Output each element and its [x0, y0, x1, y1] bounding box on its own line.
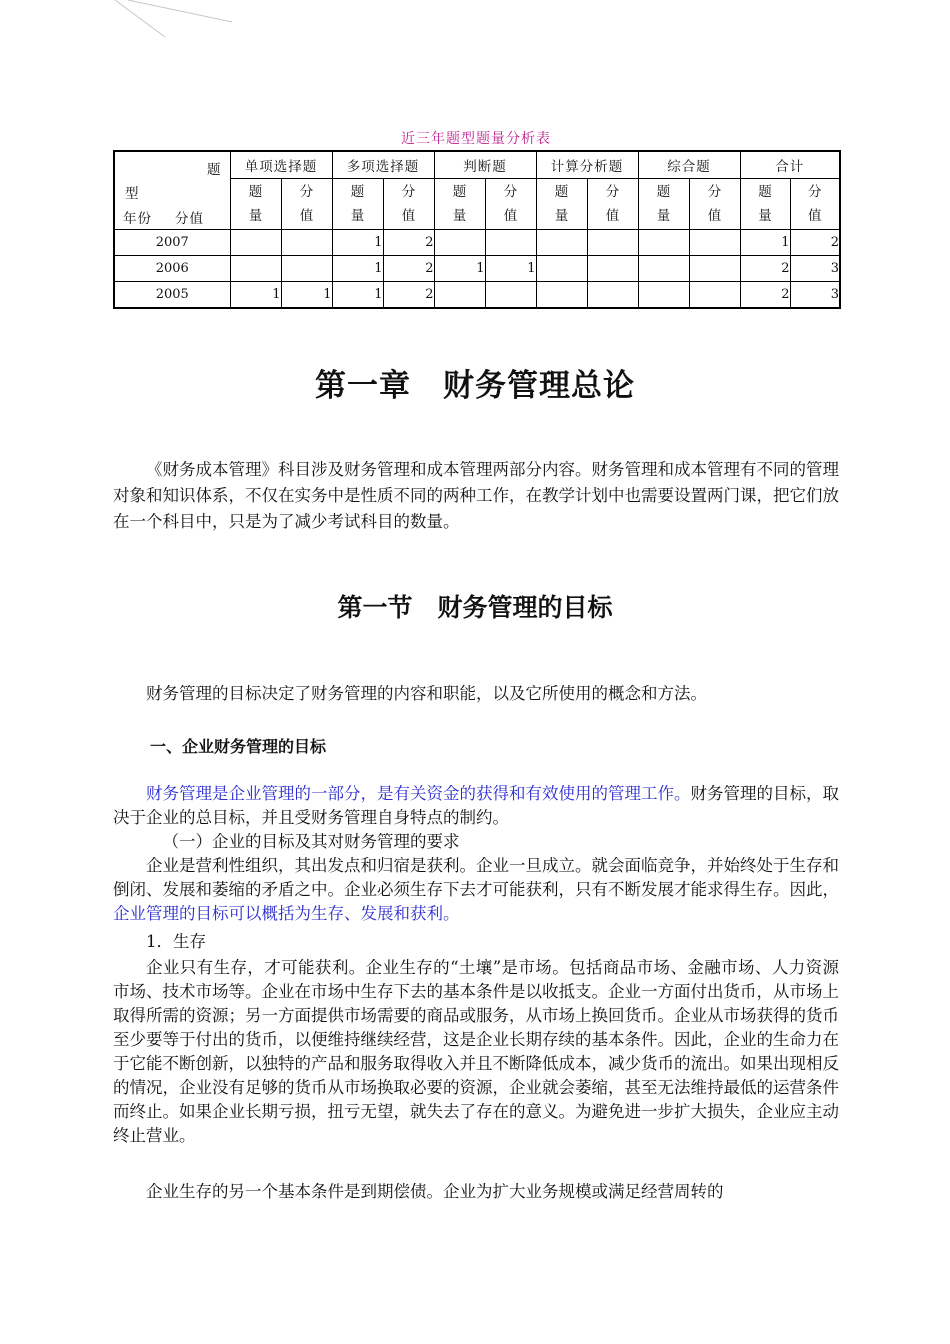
cell: 1 — [332, 256, 383, 282]
highlight-text: 企业管理的目标可以概括为生存、发展和获利。 — [113, 904, 460, 923]
page-corner-fold — [0, 0, 240, 45]
cell — [485, 230, 536, 256]
sub-header-count: 题 量 — [536, 179, 587, 230]
col-header: 多项选择题 — [332, 151, 434, 179]
sub-heading-enterprise-objectives: （一）企业的目标及其对财务管理的要求 — [162, 832, 460, 851]
cell: 2 — [383, 230, 434, 256]
cell: 1 — [230, 282, 281, 309]
cell — [230, 256, 281, 282]
cell — [689, 282, 740, 309]
question-type-table — [113, 150, 841, 309]
cell: 1 — [281, 282, 332, 309]
paragraph-debt-repayment: 企业生存的另一个基本条件是到期偿债。企业为扩大业务规模或满足经营周转的 — [146, 1182, 724, 1201]
col-header: 综合题 — [638, 151, 740, 179]
highlight-text: 财务管理是企业管理的一部分，是有关资金的获得和有效使用的管理工作。 — [146, 784, 691, 803]
cell: 1 — [332, 230, 383, 256]
sub-header-score: 分 值 — [485, 179, 536, 230]
paragraph-survival: 企业只有生存，才可能获利。企业生存的“土壤”是市场。包括商品市场、金融市场、人力资源市场、技术市场等。企业在市场中生存下去的基本条件是以收抵支。企业一方面付出货币，从市场上取得所需的资源；另一方面提供市场需要的商品或服务，从市场上换回货币。企业从市场获得的货币至少要等于付出的货币，以便维持继续经营，这是企业长期存续的基本条件。因此，企业的生命力在于它能不断创新，以独特的产品和服务取得收入并且不断降低成本，减少货币的流出。如果出现相反的情况，企业没有足够的货币从市场换取必要的资源，企业就会萎缩，甚至无法维持最低的运营条件而终止。如果企业长期亏损，扭亏无望，就失去了存在的意义。为避免进一步扩大损失，企业应主动终止营业。 — [113, 958, 839, 1145]
item-survival: 1．生存 — [146, 932, 206, 951]
cell: 2 — [383, 282, 434, 309]
sub-header-count: 题 量 — [332, 179, 383, 230]
table-row — [114, 230, 840, 256]
cell — [281, 256, 332, 282]
paragraph-enterprise-goal — [113, 854, 839, 926]
cell — [638, 256, 689, 282]
paragraph-text: 财务管理的目标，取决于企业的总目标，并且受财务管理自身特点的制约。 — [113, 784, 839, 827]
row-year: 2005 — [114, 282, 230, 309]
col-header: 计算分析题 — [536, 151, 638, 179]
cell: 2 — [383, 256, 434, 282]
cell: 1 — [434, 256, 485, 282]
cell — [281, 230, 332, 256]
table-row — [114, 256, 840, 282]
cell — [638, 230, 689, 256]
cell — [536, 282, 587, 309]
cell: 1 — [740, 230, 790, 256]
chapter-title: 第一章 财务管理总论 — [315, 368, 635, 404]
col-header: 判断题 — [434, 151, 536, 179]
cell: 2 — [790, 230, 840, 256]
sub-header-count: 题 量 — [230, 179, 281, 230]
sub-header-score: 分 值 — [281, 179, 332, 230]
sub-header-score: 分 值 — [790, 179, 840, 230]
cell — [638, 282, 689, 309]
table-corner-cell: 题 型 年份 分值 — [114, 151, 230, 230]
section-title: 第一节 财务管理的目标 — [337, 593, 613, 622]
cell: 1 — [332, 282, 383, 309]
sub-header-score: 分 值 — [689, 179, 740, 230]
cell — [587, 282, 638, 309]
cell — [434, 230, 485, 256]
section-intro-paragraph: 财务管理的目标决定了财务管理的内容和职能，以及它所使用的概念和方法。 — [146, 684, 707, 703]
cell — [434, 282, 485, 309]
col-header: 单项选择题 — [230, 151, 332, 179]
paragraph-text: 企业是营利性组织，其出发点和归宿是获利。企业一旦成立。就会面临竞争，并始终处于生存和倒闭、发展和萎缩的矛盾之中。企业必须生存下去才可能获利，只有不断发展才能求得生存。因此， — [113, 856, 839, 899]
cell — [536, 256, 587, 282]
row-year: 2006 — [114, 256, 230, 282]
cell: 3 — [790, 282, 840, 309]
table-row — [114, 282, 840, 309]
sub-header-count: 题 量 — [434, 179, 485, 230]
sub-header-score: 分 值 — [587, 179, 638, 230]
cell: 1 — [485, 256, 536, 282]
paragraph-finance-definition — [113, 782, 839, 830]
cell — [485, 282, 536, 309]
chapter-intro-paragraph: 《财务成本管理》科目涉及财务管理和成本管理两部分内容。财务管理和成本管理有不同的管理对象和知识体系，不仅在实务中是性质不同的两种工作，在教学计划中也需要设置两门课，把它们放在一个科目中，只是为了减少考试科目的数量。 — [113, 460, 839, 531]
cell — [230, 230, 281, 256]
sub-header-count: 题 量 — [740, 179, 790, 230]
cell — [536, 230, 587, 256]
cell: 2 — [740, 256, 790, 282]
sub-header-count: 题 量 — [638, 179, 689, 230]
table-caption: 近三年题型题量分析表 — [401, 131, 551, 147]
sub-header-score: 分 值 — [383, 179, 434, 230]
cell — [689, 256, 740, 282]
cell: 2 — [740, 282, 790, 309]
col-header: 合计 — [740, 151, 840, 179]
cell: 3 — [790, 256, 840, 282]
cell — [689, 230, 740, 256]
subheading-enterprise-goal: 一、企业财务管理的目标 — [150, 737, 327, 756]
row-year: 2007 — [114, 230, 230, 256]
cell — [587, 256, 638, 282]
cell — [587, 230, 638, 256]
